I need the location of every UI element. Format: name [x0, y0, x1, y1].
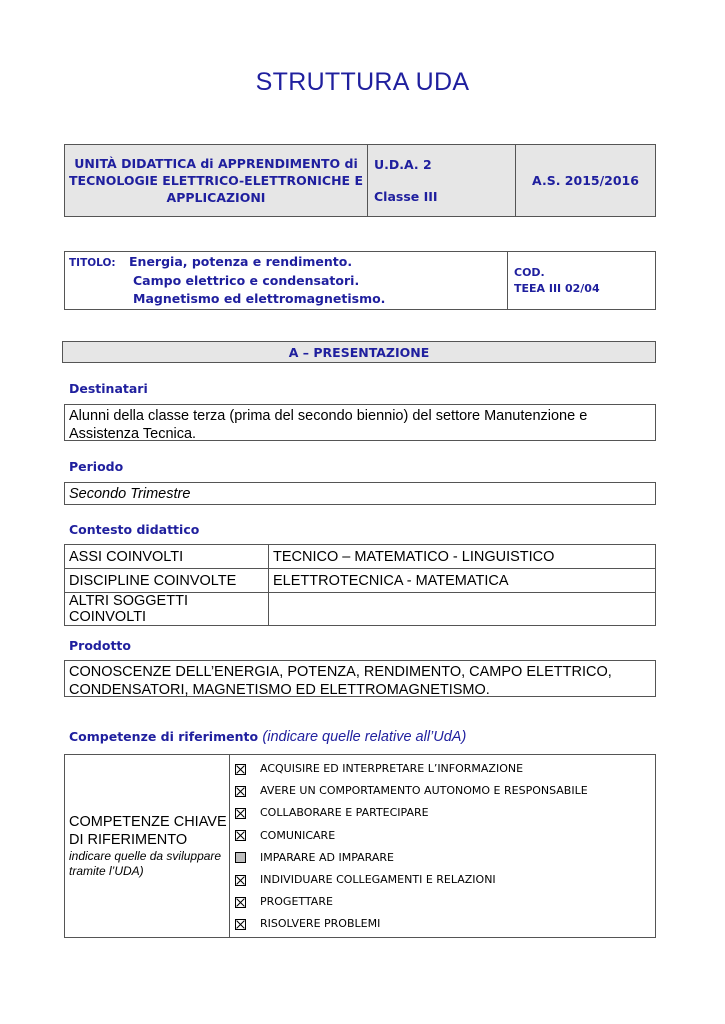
assi-value: TECNICO – MATEMATICO - LINGUISTICO	[269, 545, 656, 569]
section-presentazione: A – PRESENTAZIONE	[62, 341, 656, 363]
prodotto-label: Prodotto	[69, 638, 131, 653]
titolo-line-2: Campo elettrico e condensatori.	[133, 273, 360, 288]
table-row	[65, 593, 656, 626]
competenze-list	[231, 756, 654, 936]
unchecked-checkbox[interactable]	[235, 852, 246, 863]
competenze-chiave-cell	[65, 755, 230, 938]
checked-checkbox[interactable]	[235, 764, 246, 775]
checked-checkbox[interactable]	[235, 808, 246, 819]
list-item	[235, 780, 654, 802]
prodotto-text: CONOSCENZE DELL’ENERGIA, POTENZA, RENDIMENTO, CAMPO ELETTRICO, CONDENSATORI, MAGNETISMO ED ELETTROMAGNETISMO.	[64, 660, 656, 697]
checked-checkbox[interactable]	[235, 786, 246, 797]
cod-cell	[508, 252, 656, 310]
competenze-table	[64, 754, 656, 938]
competence-label: COMUNICARE	[260, 828, 336, 842]
assi-key: ASSI COINVOLTI	[65, 545, 269, 569]
uda-number: U.D.A. 2	[374, 156, 432, 172]
competenze-chiave-note: indicare quelle da sviluppare tramite l’UDA)	[69, 848, 222, 878]
competence-label: IMPARARE AD IMPARARE	[260, 850, 394, 864]
competenze-chiave-title: COMPETENZE CHIAVE DI RIFERIMENTO	[69, 813, 227, 848]
competenze-note: (indicare quelle relative all’UdA)	[262, 729, 467, 745]
list-item	[235, 847, 654, 869]
competenze-list-cell	[230, 755, 656, 938]
titolo-table	[64, 251, 656, 310]
class-level: Classe III	[374, 188, 438, 204]
discipline-key: DISCIPLINE COINVOLTE	[65, 569, 269, 593]
titolo-line-3: Magnetismo ed elettromagnetismo.	[133, 291, 386, 306]
periodo-text: Secondo Trimestre	[64, 482, 656, 505]
list-item	[235, 891, 654, 913]
checked-checkbox[interactable]	[235, 875, 246, 886]
checked-checkbox[interactable]	[235, 897, 246, 908]
discipline-value: ELETTROTECNICA - MATEMATICA	[269, 569, 656, 593]
list-item	[235, 913, 654, 935]
cod-label: COD.	[514, 265, 545, 279]
checked-checkbox[interactable]	[235, 919, 246, 930]
list-item	[235, 802, 654, 824]
competence-label: RISOLVERE PROBLEMI	[260, 917, 381, 931]
titolo-line-1: Energia, potenza e rendimento.	[129, 254, 353, 269]
contesto-label: Contesto didattico	[69, 522, 200, 537]
checked-checkbox[interactable]	[235, 830, 246, 841]
contesto-table	[64, 544, 656, 626]
list-item	[235, 758, 654, 780]
list-item	[235, 869, 654, 891]
altri-soggetti-key: ALTRI SOGGETTI COINVOLTI	[65, 593, 269, 626]
altri-soggetti-value	[269, 593, 656, 626]
destinatari-text: Alunni della classe terza (prima del secondo biennio) del settore Manutenzione e Assistenza Tecnica.	[64, 404, 656, 441]
school-year-cell: A.S. 2015/2016	[516, 145, 656, 217]
competence-label: COLLABORARE E PARTECIPARE	[260, 806, 429, 820]
table-row	[65, 545, 656, 569]
competence-label: PROGETTARE	[260, 895, 333, 909]
competenze-label-row	[69, 729, 466, 745]
periodo-label: Periodo	[69, 459, 124, 474]
uda-header-table	[64, 144, 656, 217]
titolo-label: TITOLO:	[69, 257, 116, 269]
titolo-cell	[65, 252, 508, 310]
table-row	[65, 569, 656, 593]
competenze-label: Competenze di riferimento	[69, 729, 259, 744]
destinatari-label: Destinatari	[69, 381, 148, 396]
document-title: STRUTTURA UDA	[255, 68, 470, 96]
uda-cell	[368, 145, 516, 217]
cod-value: TEEA III 02/04	[514, 281, 600, 295]
competence-label: ACQUISIRE ED INTERPRETARE L’INFORMAZIONE	[260, 762, 524, 776]
competence-label: AVERE UN COMPORTAMENTO AUTONOMO E RESPONSABILE	[260, 784, 588, 798]
unit-title-cell: UNITÀ DIDATTICA di APPRENDIMENTO di TECNOLOGIE ELETTRICO-ELETTRONICHE E APPLICAZIONI	[65, 145, 368, 217]
competence-label: INDIVIDUARE COLLEGAMENTI E RELAZIONI	[260, 873, 496, 887]
list-item	[235, 825, 654, 847]
